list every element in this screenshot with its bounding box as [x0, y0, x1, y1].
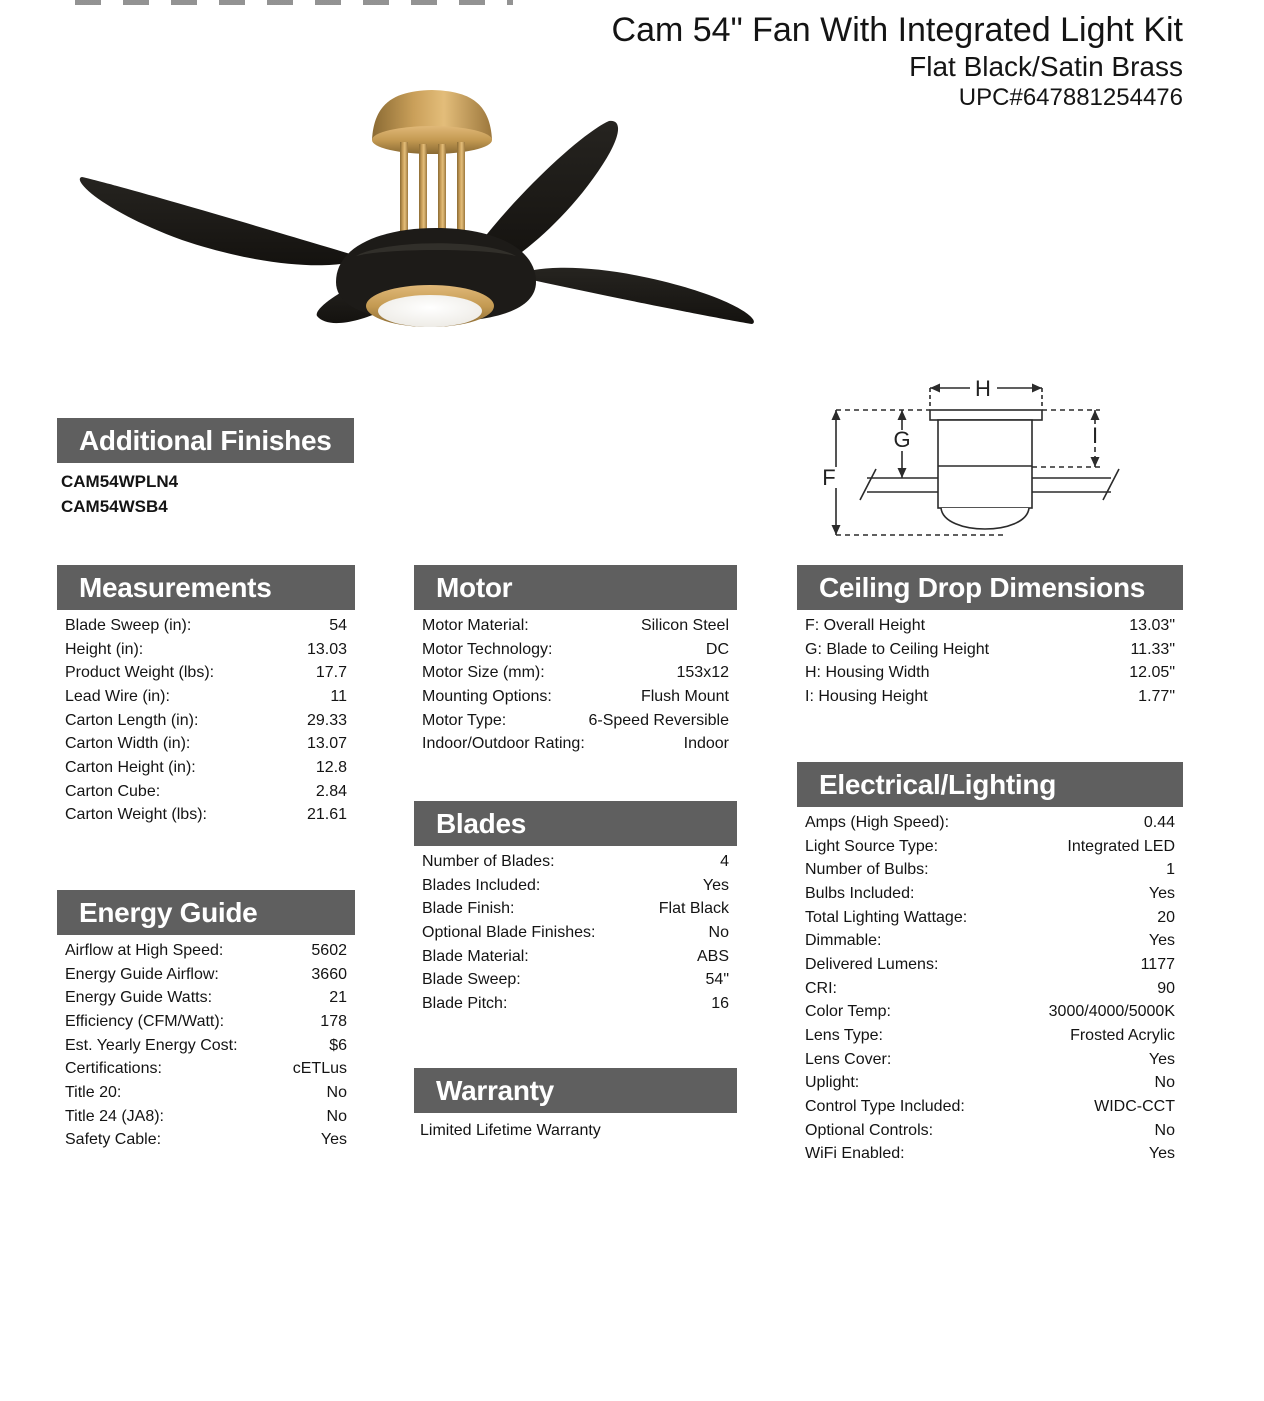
spec-row [797, 953, 1183, 977]
motor-header: Motor [414, 565, 737, 610]
spec-row [57, 780, 355, 804]
spec-value: No [326, 1107, 347, 1125]
spec-row [797, 1072, 1183, 1096]
spec-row [797, 661, 1183, 685]
section-ceiling-drop-dimensions [797, 565, 1183, 709]
spec-value: 178 [320, 1012, 347, 1030]
spec-label: Delivered Lumens: [805, 955, 939, 973]
spec-label: WiFi Enabled: [805, 1145, 905, 1163]
spec-row [797, 1119, 1183, 1143]
measurements-header: Measurements [57, 565, 355, 610]
spec-label: Control Type Included: [805, 1098, 965, 1116]
fan-blade-right [514, 268, 754, 324]
spec-label: Blade Sweep (in): [65, 616, 192, 634]
spec-label: Airflow at High Speed: [65, 941, 224, 959]
spec-value: 17.7 [315, 664, 347, 682]
spec-label: Product Weight (lbs): [65, 664, 215, 682]
spec-label: G: Blade to Ceiling Height [805, 640, 990, 658]
spec-label: Uplight: [805, 1074, 860, 1092]
spec-row [414, 921, 737, 945]
product-photo-fan [64, 70, 824, 338]
diagram-label-h: H [975, 376, 991, 401]
spec-row [57, 1129, 355, 1153]
spec-row [57, 638, 355, 662]
spec-row [57, 756, 355, 780]
section-measurements [57, 565, 355, 827]
spec-value: cETLus [292, 1060, 347, 1078]
spec-row [57, 1057, 355, 1081]
spec-row [797, 906, 1183, 930]
spec-row [57, 709, 355, 733]
spec-row [797, 614, 1183, 638]
spec-row [414, 968, 737, 992]
spec-row [414, 685, 737, 709]
spec-label: Carton Width (in): [65, 735, 191, 753]
spec-row [797, 882, 1183, 906]
spec-value: 16 [711, 994, 729, 1012]
section-blades [414, 801, 737, 1016]
spec-label: Blade Material: [422, 947, 529, 965]
spec-value: 11 [330, 687, 347, 705]
ceiling-drop-table [797, 614, 1183, 709]
spec-row [57, 939, 355, 963]
spec-value: 21 [329, 989, 347, 1007]
spec-value: Yes [320, 1131, 347, 1149]
spec-row [57, 661, 355, 685]
measurements-table [57, 614, 355, 827]
spec-label: Carton Cube: [65, 782, 161, 800]
spec-row [797, 835, 1183, 859]
spec-label: Motor Type: [422, 711, 507, 729]
spec-label: Certifications: [65, 1060, 162, 1078]
spec-label: Title 24 (JA8): [65, 1107, 164, 1125]
spec-row [414, 661, 737, 685]
spec-label: Total Lighting Wattage: [805, 908, 968, 926]
spec-row [414, 614, 737, 638]
spec-value: Indoor [683, 735, 729, 753]
spec-row [797, 858, 1183, 882]
spec-value: No [1154, 1121, 1175, 1139]
fan-canopy-base [372, 126, 492, 154]
section-electrical-lighting [797, 762, 1183, 1166]
spec-value: 4 [720, 852, 729, 870]
spec-label: Amps (High Speed): [805, 813, 950, 831]
spec-row [57, 1105, 355, 1129]
spec-value: 13.03 [306, 640, 347, 658]
fan-light-lens [378, 295, 482, 327]
spec-value: 54 [329, 616, 347, 634]
spec-value: 5602 [311, 941, 347, 959]
spec-value: 3000/4000/5000K [1048, 1003, 1175, 1021]
spec-value: No [326, 1083, 347, 1101]
cropped-header-fragment [75, 0, 513, 5]
electrical-table [797, 811, 1183, 1166]
spec-row [414, 945, 737, 969]
spec-value: 0.44 [1143, 813, 1175, 831]
spec-label: Energy Guide Airflow: [65, 965, 219, 983]
spec-value: Flat Black [658, 900, 729, 918]
spec-row [797, 1143, 1183, 1167]
spec-label: Lead Wire (in): [65, 687, 170, 705]
page-title: Cam 54" Fan With Integrated Light Kit [611, 11, 1183, 49]
spec-row [57, 1034, 355, 1058]
spec-value: Yes [1148, 1050, 1175, 1068]
spec-value: No [1154, 1074, 1175, 1092]
spec-label: Energy Guide Watts: [65, 989, 213, 1007]
spec-value: 12.8 [315, 758, 347, 776]
spec-label: Color Temp: [805, 1003, 891, 1021]
spec-label: H: Housing Width [805, 664, 930, 682]
spec-value: 13.03" [1129, 616, 1175, 634]
electrical-header: Electrical/Lighting [797, 762, 1183, 807]
spec-row [57, 804, 355, 828]
spec-row [797, 1024, 1183, 1048]
spec-row [414, 992, 737, 1016]
spec-row [797, 638, 1183, 662]
spec-row [57, 732, 355, 756]
spec-label: Height (in): [65, 640, 144, 658]
spec-row [57, 1081, 355, 1105]
spec-label: Carton Length (in): [65, 711, 199, 729]
finish-subtitle: Flat Black/Satin Brass [909, 51, 1183, 82]
finish-model-number: CAM54WSB4 [61, 497, 168, 516]
additional-finishes-header: Additional Finishes [57, 418, 354, 463]
spec-label: Est. Yearly Energy Cost: [65, 1036, 238, 1054]
spec-row [797, 1095, 1183, 1119]
spec-value: 12.05" [1129, 664, 1175, 682]
ceiling-drop-header: Ceiling Drop Dimensions [797, 565, 1183, 610]
additional-finishes-list [57, 469, 354, 519]
spec-value: 21.61 [306, 806, 347, 824]
spec-row [414, 732, 737, 756]
spec-row [414, 638, 737, 662]
section-additional-finishes [57, 418, 354, 519]
spec-value: DC [705, 640, 729, 658]
diagram-label-i: I [1091, 423, 1099, 448]
diagram-label-f: F [822, 465, 836, 490]
spec-label: Optional Controls: [805, 1121, 934, 1139]
spec-value: 54" [705, 971, 729, 989]
blades-table [414, 850, 737, 1016]
spec-label: Blade Finish: [422, 900, 515, 918]
spec-row [797, 685, 1183, 709]
warranty-header: Warranty [414, 1068, 737, 1113]
section-energy-guide [57, 890, 355, 1152]
spec-value: 90 [1157, 979, 1175, 997]
energy-guide-header: Energy Guide [57, 890, 355, 935]
spec-label: Title 20: [65, 1083, 122, 1101]
finish-model-number: CAM54WPLN4 [61, 472, 179, 491]
spec-label: Mounting Options: [422, 687, 552, 705]
spec-label: Indoor/Outdoor Rating: [422, 735, 585, 753]
motor-table [414, 614, 737, 756]
energy-guide-table [57, 939, 355, 1152]
spec-label: Number of Bulbs: [805, 861, 929, 879]
spec-label: Carton Height (in): [65, 758, 196, 776]
spec-label: Motor Material: [422, 616, 529, 634]
spec-value: 20 [1157, 908, 1175, 926]
spec-value: Flush Mount [640, 687, 729, 705]
section-motor [414, 565, 737, 756]
blades-header: Blades [414, 801, 737, 846]
spec-row [57, 1010, 355, 1034]
spec-value: WIDC-CCT [1094, 1098, 1175, 1116]
spec-value: 3660 [311, 965, 347, 983]
spec-label: Dimmable: [805, 932, 882, 950]
spec-label: Blade Pitch: [422, 994, 508, 1012]
spec-row [414, 874, 737, 898]
spec-value: $6 [329, 1036, 347, 1054]
spec-label: Number of Blades: [422, 852, 555, 870]
spec-value: 153x12 [676, 664, 729, 682]
spec-row [797, 1048, 1183, 1072]
spec-label: Lens Type: [805, 1027, 883, 1045]
spec-label: Optional Blade Finishes: [422, 923, 596, 941]
spec-row [414, 709, 737, 733]
spec-label: Blades Included: [422, 876, 541, 894]
spec-value: 6-Speed Reversible [588, 711, 729, 729]
spec-label: CRI: [805, 979, 837, 997]
spec-row [414, 897, 737, 921]
spec-row [797, 811, 1183, 835]
spec-row [57, 986, 355, 1010]
section-warranty [414, 1068, 737, 1140]
spec-value: Yes [1148, 1145, 1175, 1163]
spec-row [797, 929, 1183, 953]
spec-row [797, 977, 1183, 1001]
spec-label: Safety Cable: [65, 1131, 162, 1149]
spec-value: Yes [1148, 932, 1175, 950]
spec-row [797, 1001, 1183, 1025]
spec-value: ABS [696, 947, 729, 965]
spec-value: Yes [702, 876, 729, 894]
warranty-text: Limited Lifetime Warranty [420, 1122, 601, 1139]
spec-value: Frosted Acrylic [1070, 1027, 1175, 1045]
spec-value: 11.33" [1130, 640, 1175, 658]
spec-label: Efficiency (CFM/Watt): [65, 1012, 225, 1030]
spec-label: Motor Technology: [422, 640, 553, 658]
spec-row [57, 963, 355, 987]
spec-row [414, 850, 737, 874]
spec-value: 1 [1166, 861, 1175, 879]
spec-value: 13.07 [306, 735, 347, 753]
spec-row [57, 614, 355, 638]
upc-code: UPC#647881254476 [958, 84, 1183, 111]
spec-value: 2.84 [315, 782, 347, 800]
spec-label: Blade Sweep: [422, 971, 521, 989]
spec-value: 29.33 [306, 711, 347, 729]
diagram-label-g: G [893, 427, 911, 452]
spec-label: Bulbs Included: [805, 884, 915, 902]
fan-blade-left [80, 177, 364, 265]
spec-label: F: Overall Height [805, 616, 926, 634]
spec-value: Silicon Steel [640, 616, 729, 634]
spec-label: Lens Cover: [805, 1050, 892, 1068]
spec-value: 1.77" [1138, 687, 1175, 705]
ceiling-drop-diagram [815, 372, 1240, 562]
spec-value: Yes [1148, 884, 1175, 902]
spec-label: Light Source Type: [805, 837, 939, 855]
spec-value: No [708, 923, 729, 941]
spec-label: Carton Weight (lbs): [65, 806, 207, 824]
spec-value: Integrated LED [1067, 837, 1175, 855]
spec-value: 1177 [1140, 955, 1175, 973]
spec-row [57, 685, 355, 709]
spec-label: I: Housing Height [805, 687, 928, 705]
spec-label: Motor Size (mm): [422, 664, 545, 682]
